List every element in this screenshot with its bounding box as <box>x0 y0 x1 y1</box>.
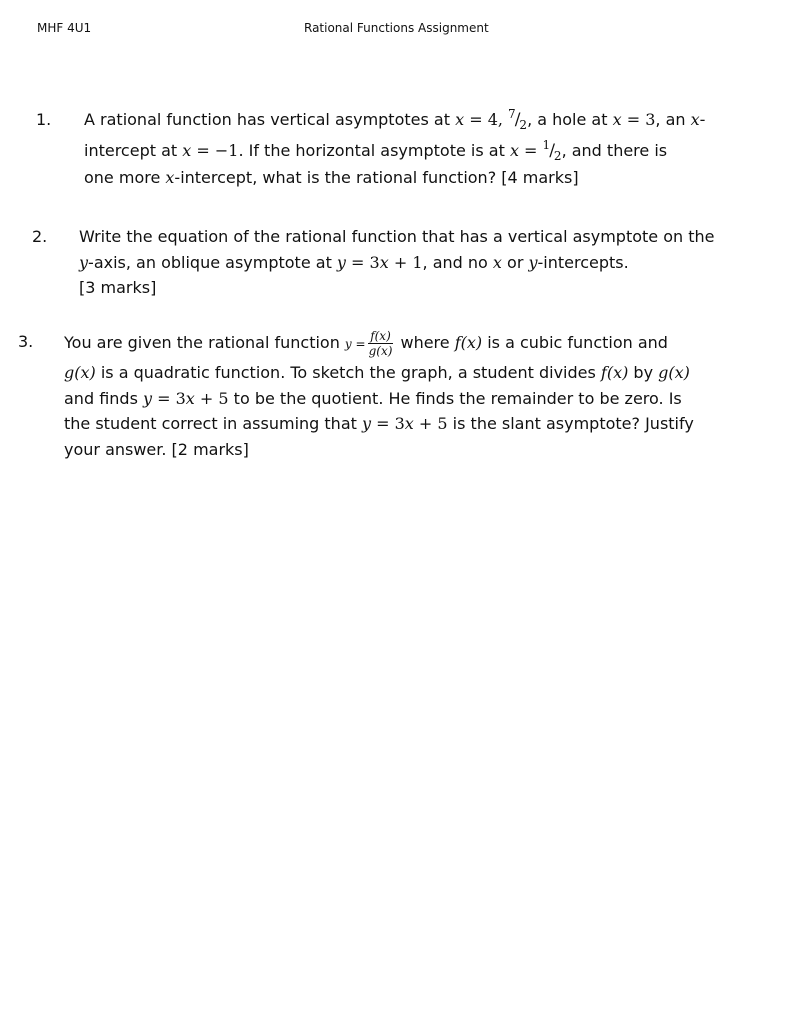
q2-marks: [3 marks] <box>79 278 157 297</box>
q3-text-i: is the slant asymptote? Justify <box>447 414 694 433</box>
q1-text-b: , a hole at <box>527 110 613 129</box>
q1-text-d: intercept at <box>84 140 183 160</box>
q1-math-eq3: = 3 <box>621 110 656 129</box>
q2-text-a: Write the equation of the rational function that has a vertical asymptote on the <box>79 227 715 246</box>
q3-math-eq3b: = 3 <box>371 414 405 433</box>
q3-math-fx2: f(x) <box>600 363 629 382</box>
q2-text-e: -intercepts. <box>537 252 629 272</box>
question-1-number: 1. <box>36 110 52 129</box>
q1-text-h: -intercept, what is the rational function? [4 marks] <box>174 168 579 187</box>
course-code: MHF 4U1 <box>37 21 92 35</box>
q2-math-x2: x <box>492 252 502 272</box>
q1-fraction-one-half: $^1/_2$ <box>542 137 562 163</box>
question-1-text <box>84 107 764 191</box>
q3-math-gx: g(x) <box>64 363 96 382</box>
q3-math-eq3: = 3 <box>152 388 186 408</box>
question-3-line-5 <box>64 437 744 463</box>
q1-math-x6: x <box>165 168 175 187</box>
q3-math-plus5b: + 5 <box>413 414 448 433</box>
q3-math-plus5: + 5 <box>194 388 229 408</box>
q3-math-x: x <box>185 388 195 408</box>
q3-math-gx2: g(x) <box>658 363 690 382</box>
q3-math-fx: f(x) <box>454 333 483 352</box>
q3-y-equals: y = <box>344 337 366 351</box>
question-2-line-3 <box>79 275 779 301</box>
q1-math-x: x <box>455 110 465 129</box>
q3-math-y: y <box>142 388 153 408</box>
q1-text-g: one more <box>84 168 166 187</box>
q1-text-e: If the horizontal asymptote is at <box>243 140 510 160</box>
question-1-line-3 <box>84 165 764 191</box>
q3-text-e: by <box>628 363 659 382</box>
question-3-line-3 <box>64 386 744 412</box>
q3-fraction-denominator: g(x) <box>368 344 393 358</box>
q1-math-eq4: = 4, <box>464 110 509 129</box>
q3-text-c: is a cubic function and <box>482 333 668 352</box>
q3-fraction-f-over-g <box>368 329 394 358</box>
q1-math-x4: x <box>182 140 192 160</box>
page-title: Rational Functions Assignment <box>304 21 489 35</box>
q3-text-a: You are given the rational function <box>64 333 345 352</box>
question-2-number: 2. <box>32 227 48 246</box>
q1-text-a: A rational function has vertical asymptotes at <box>84 110 456 129</box>
question-3-line-2 <box>64 360 744 386</box>
q3-math-y2: y <box>361 414 372 433</box>
question-2-text <box>79 224 779 301</box>
q1-text-hyphen: - <box>699 110 706 129</box>
q3-text-h: the student correct in assuming that <box>64 414 362 433</box>
question-1-line-1 <box>84 107 764 135</box>
question-2-line-1 <box>79 224 779 250</box>
question-3-line-4 <box>64 411 744 437</box>
q2-text-d: or <box>501 252 529 272</box>
question-3-text <box>64 329 744 462</box>
q1-math-x3: x <box>690 110 700 129</box>
q3-text-g: to be the quotient. He finds the remainder to be zero. Is <box>228 388 682 408</box>
q3-math-x2: x <box>404 414 414 433</box>
q3-text-b: where <box>395 333 455 352</box>
q1-math-x2: x <box>612 110 622 129</box>
q3-fraction-numerator: f(x) <box>368 329 394 344</box>
q2-math-y3: y <box>528 252 538 272</box>
q1-math-x5: x <box>509 140 519 160</box>
q1-text-f: , and there is <box>561 140 668 160</box>
q2-text-c: , and no <box>422 252 493 272</box>
q3-text-j: your answer. [2 marks] <box>64 439 249 459</box>
q2-math-y2: y <box>336 252 346 272</box>
q1-math-eq: = <box>518 140 543 160</box>
q1-text-c: , an <box>655 110 691 129</box>
q3-text-d: is a quadratic function. To sketch the graph, a student divides <box>95 363 601 382</box>
q2-math-eq3: = 3 <box>345 252 380 272</box>
question-3-line-1 <box>64 329 744 358</box>
q2-math-plus1: + 1 <box>388 252 423 272</box>
q1-fraction-seven-halves: $^7/_2$ <box>508 107 528 132</box>
q3-text-f: and finds <box>64 388 143 408</box>
question-1-line-2 <box>84 138 764 166</box>
q2-text-b: -axis, an oblique asymptote at <box>88 252 337 272</box>
q1-math-eqneg1: = −1. <box>191 140 244 160</box>
q2-math-x: x <box>379 252 389 272</box>
question-3-number: 3. <box>18 332 34 351</box>
q2-math-y: y <box>79 252 89 272</box>
question-2-line-2 <box>79 250 779 276</box>
